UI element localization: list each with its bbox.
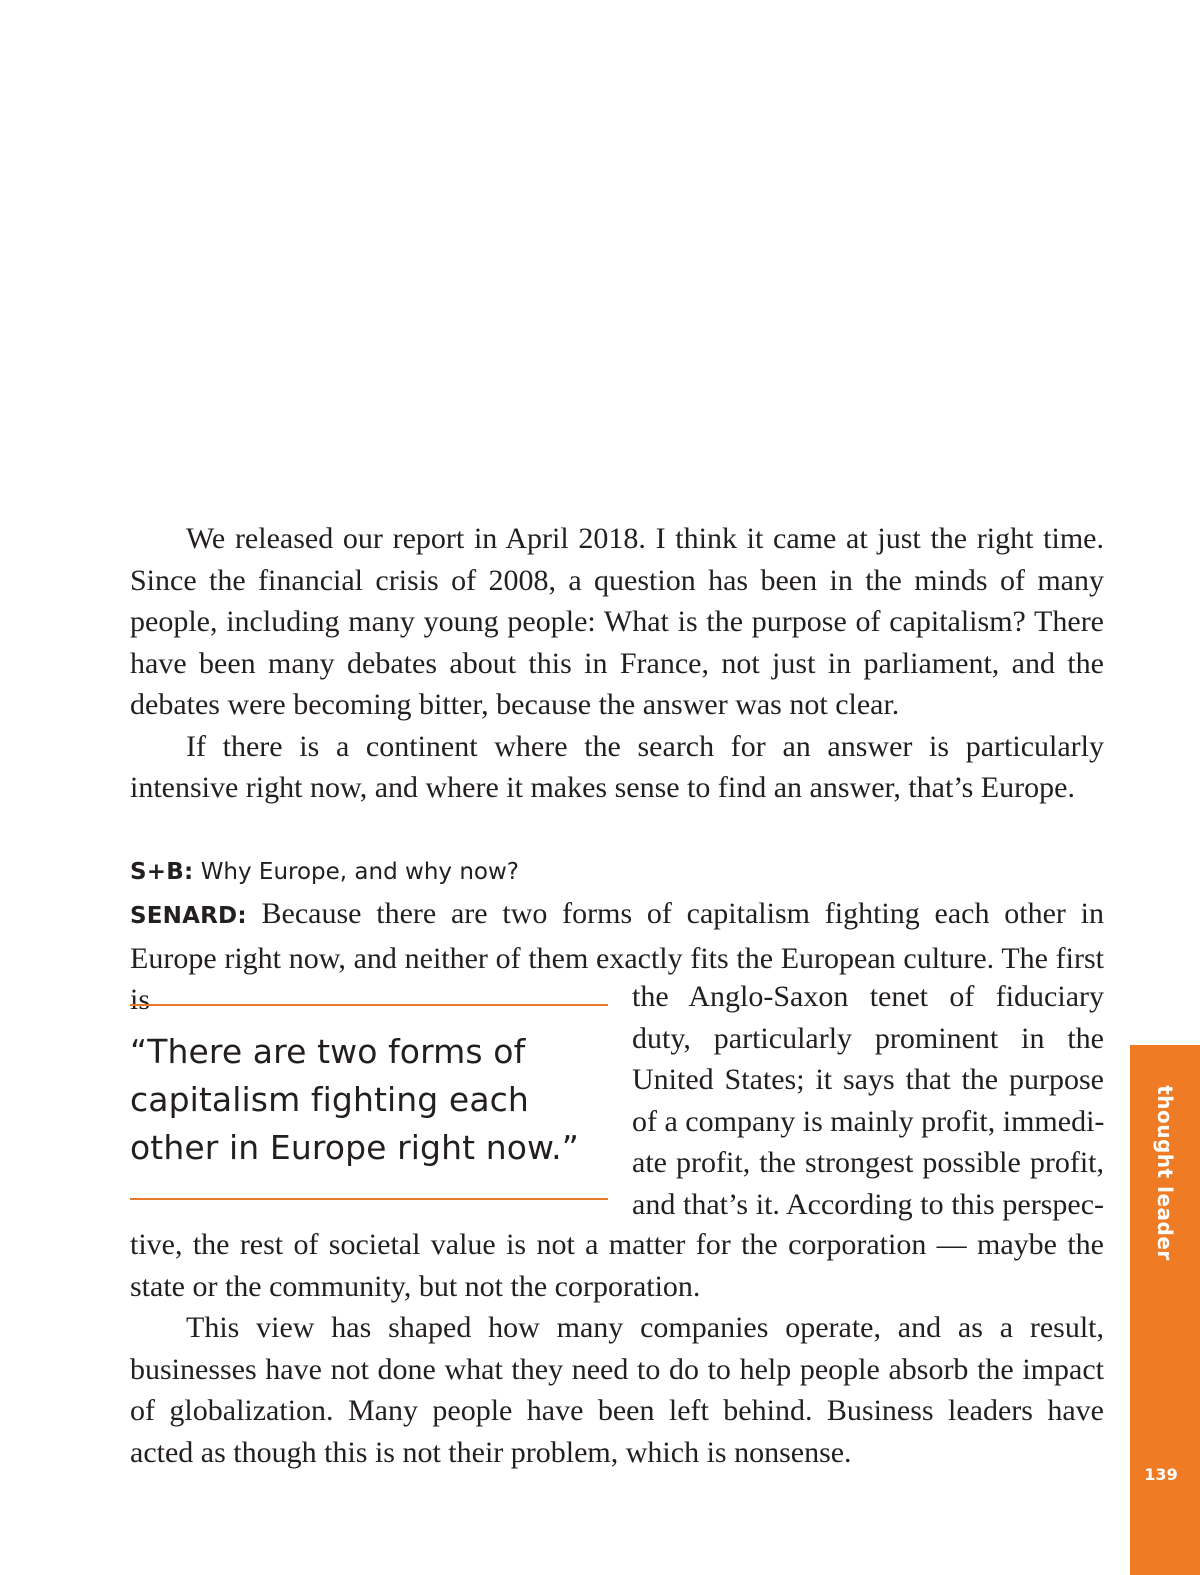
page-number: 139	[1144, 1465, 1178, 1484]
answer-wrap-column	[632, 976, 1104, 1225]
answer-wrap-line: the Anglo-Saxon tenet of fiduciary	[632, 980, 1104, 1013]
question-speaker: S+B:	[130, 859, 194, 885]
intro-section	[130, 518, 1104, 809]
body-paragraph: This view has shaped how many companies operate, and as a result, businesses have not done what they need to do to help people absorb the impact of globalization. Many people have been left behind. Business leaders have acted as though this is not their problem, which is nonsense.	[130, 1311, 1104, 1469]
section-tab-label: thought leader	[1153, 1085, 1177, 1261]
answer-wrap-line: of a company is mainly profit, immedi-	[632, 1104, 1105, 1138]
section-tab	[1130, 1045, 1200, 1575]
answer-wrap-line: duty, particularly prominent in the	[632, 1021, 1104, 1055]
answer-wrap-line: ate profit, the strongest possible profit,	[632, 1146, 1104, 1179]
pull-quote	[130, 1004, 608, 1200]
interview-question	[130, 856, 519, 888]
body-paragraph: If there is a continent where the search for an answer is particularly intensive right now, and where it makes sense to find an answer, that’s Europe.	[130, 729, 1104, 804]
answer-lead-text: Because there are two forms of capitalism fighting each other in Europe right now, and neither of them exactly fits the European culture. The first is	[130, 897, 1105, 1016]
interview-answer-continued	[130, 1224, 1104, 1473]
pull-quote-text: “There are two forms of capitalism fighting each other in Europe right now.”	[130, 1032, 579, 1167]
answer-wrap-line: United States; it says that the purpose	[632, 1063, 1104, 1096]
answer-continuation: tive, the rest of societal value is not a matter for the corporation — maybe the state or the community, but not the corporation.	[130, 1228, 1104, 1303]
question-text: Why Europe, and why now?	[200, 859, 519, 885]
answer-wrap-line: and that’s it. According to this perspec-	[632, 1187, 1104, 1221]
body-paragraph: We released our report in April 2018. I think it came at just the right time. Since the financial crisis of 2008, a question has been in the minds of many people, including many young people: What is the purpose of capitalism? There have been many debates about this in France, not just in parliament, and the debates were becoming bitter, because the answer was not clear.	[130, 522, 1104, 721]
answer-speaker: SENARD:	[130, 903, 247, 929]
